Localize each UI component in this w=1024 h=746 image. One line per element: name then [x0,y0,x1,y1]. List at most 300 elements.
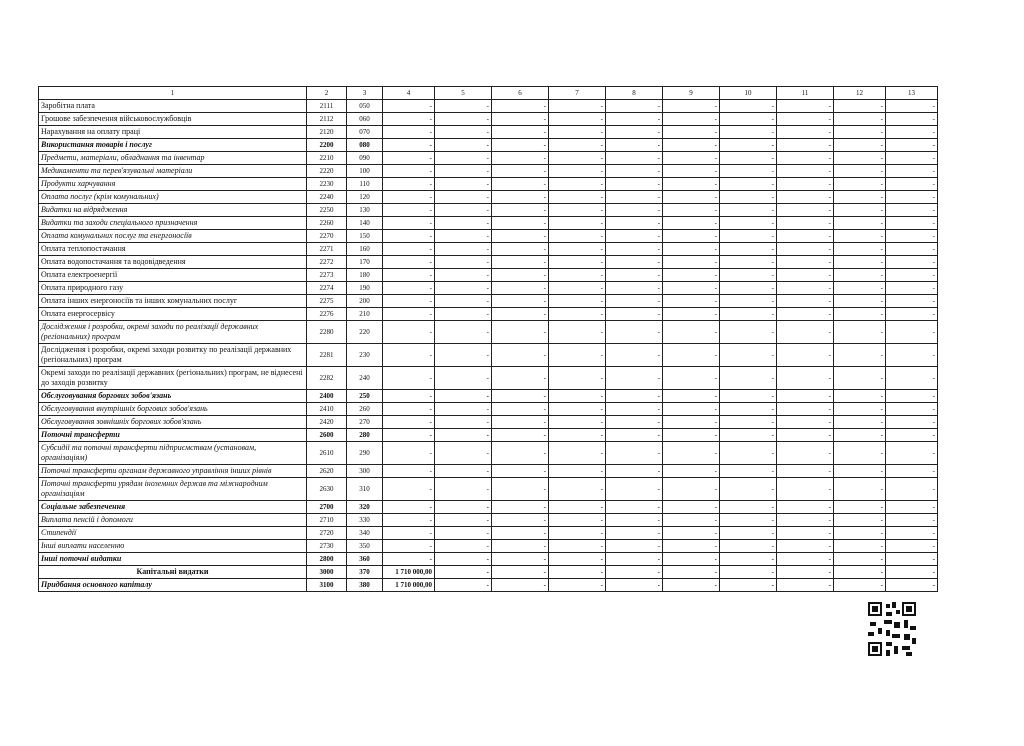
column-number: 12 [834,87,886,100]
value-cell: - [549,540,606,553]
amount-cell: - [383,416,435,429]
value-cell: - [720,152,777,165]
table-row [39,390,938,403]
value-cell: - [663,126,720,139]
value-cell: - [777,416,834,429]
value-cell: - [886,367,938,390]
value-cell: - [549,478,606,501]
value-cell: - [834,442,886,465]
value-cell: - [720,230,777,243]
value-cell: - [720,191,777,204]
row-label: Заробітна плата [39,100,307,113]
value-cell: - [435,308,492,321]
value-cell: - [663,478,720,501]
value-cell: - [720,566,777,579]
value-cell: - [777,514,834,527]
value-cell: - [663,217,720,230]
line-code: 100 [347,165,383,178]
value-cell: - [435,478,492,501]
amount-cell: - [383,100,435,113]
value-cell: - [492,429,549,442]
value-cell: - [720,579,777,592]
value-cell: - [834,501,886,514]
row-label: Оплата інших енергоносіїв та інших комунальних послуг [39,295,307,308]
value-cell: - [549,295,606,308]
amount-cell: - [383,429,435,442]
value-cell: - [777,230,834,243]
column-number: 8 [606,87,663,100]
table-row [39,442,938,465]
value-cell: - [549,308,606,321]
line-code: 140 [347,217,383,230]
value-cell: - [777,321,834,344]
value-cell: - [549,416,606,429]
line-code: 070 [347,126,383,139]
table-row [39,465,938,478]
value-cell: - [834,100,886,113]
value-cell: - [720,178,777,191]
value-cell: - [777,139,834,152]
kekv-code: 2210 [307,152,347,165]
value-cell: - [834,295,886,308]
line-code: 090 [347,152,383,165]
row-label: Оплата енергосервісу [39,308,307,321]
line-code: 360 [347,553,383,566]
value-cell: - [606,217,663,230]
value-cell: - [834,191,886,204]
value-cell: - [834,416,886,429]
value-cell: - [492,442,549,465]
value-cell: - [886,344,938,367]
value-cell: - [720,139,777,152]
value-cell: - [886,416,938,429]
line-code: 280 [347,429,383,442]
value-cell: - [606,579,663,592]
kekv-code: 2120 [307,126,347,139]
value-cell: - [886,256,938,269]
kekv-code: 2620 [307,465,347,478]
kekv-code: 2610 [307,442,347,465]
value-cell: - [886,178,938,191]
value-cell: - [606,269,663,282]
value-cell: - [435,390,492,403]
value-cell: - [549,178,606,191]
value-cell: - [663,553,720,566]
amount-cell: - [383,256,435,269]
value-cell: - [834,126,886,139]
value-cell: - [663,152,720,165]
value-cell: - [777,540,834,553]
value-cell: - [549,165,606,178]
value-cell: - [720,126,777,139]
value-cell: - [549,566,606,579]
value-cell: - [886,579,938,592]
value-cell: - [834,113,886,126]
value-cell: - [549,442,606,465]
value-cell: - [606,126,663,139]
value-cell: - [886,566,938,579]
row-label: Дослідження і розробки, окремі заходи по реалізації державних (регіональних) програм [39,321,307,344]
value-cell: - [549,217,606,230]
line-code: 250 [347,390,383,403]
value-cell: - [663,113,720,126]
value-cell: - [777,566,834,579]
table-row [39,230,938,243]
value-cell: - [549,514,606,527]
value-cell: - [834,217,886,230]
value-cell: - [720,501,777,514]
value-cell: - [777,282,834,295]
row-label: Капітальні видатки [39,566,307,579]
row-label: Оплата теплопостачання [39,243,307,256]
value-cell: - [720,308,777,321]
value-cell: - [663,429,720,442]
value-cell: - [663,321,720,344]
value-cell: - [435,429,492,442]
value-cell: - [492,165,549,178]
kekv-code: 2240 [307,191,347,204]
value-cell: - [720,367,777,390]
row-label: Обслуговування внутрішніх боргових зобов'язань [39,403,307,416]
value-cell: - [663,139,720,152]
value-cell: - [606,465,663,478]
table-row [39,295,938,308]
value-cell: - [549,256,606,269]
value-cell: - [777,191,834,204]
amount-cell: - [383,553,435,566]
value-cell: - [886,553,938,566]
value-cell: - [492,308,549,321]
value-cell: - [886,403,938,416]
value-cell: - [435,100,492,113]
value-cell: - [777,442,834,465]
value-cell: - [886,152,938,165]
line-code: 180 [347,269,383,282]
amount-cell: - [383,514,435,527]
column-number: 6 [492,87,549,100]
value-cell: - [720,217,777,230]
value-cell: - [777,579,834,592]
value-cell: - [663,243,720,256]
line-code: 160 [347,243,383,256]
value-cell: - [606,230,663,243]
line-code: 320 [347,501,383,514]
value-cell: - [663,256,720,269]
kekv-code: 2800 [307,553,347,566]
value-cell: - [492,269,549,282]
amount-cell: - [383,478,435,501]
line-code: 200 [347,295,383,308]
amount-cell: - [383,295,435,308]
amount-cell: - [383,282,435,295]
line-code: 380 [347,579,383,592]
kekv-code: 2720 [307,527,347,540]
value-cell: - [606,139,663,152]
value-cell: - [435,295,492,308]
value-cell: - [492,243,549,256]
value-cell: - [549,100,606,113]
amount-cell: - [383,230,435,243]
table-row [39,367,938,390]
value-cell: - [663,403,720,416]
value-cell: - [720,527,777,540]
row-label: Продукти харчування [39,178,307,191]
value-cell: - [834,256,886,269]
value-cell: - [663,579,720,592]
value-cell: - [720,540,777,553]
value-cell: - [777,217,834,230]
value-cell: - [435,527,492,540]
kekv-code: 2260 [307,217,347,230]
value-cell: - [606,367,663,390]
value-cell: - [720,416,777,429]
value-cell: - [886,139,938,152]
kekv-code: 2280 [307,321,347,344]
table-row [39,139,938,152]
value-cell: - [606,113,663,126]
value-cell: - [777,178,834,191]
value-cell: - [435,217,492,230]
amount-cell: - [383,113,435,126]
value-cell: - [435,465,492,478]
table-row [39,100,938,113]
value-cell: - [549,553,606,566]
value-cell: - [777,204,834,217]
value-cell: - [886,295,938,308]
value-cell: - [606,478,663,501]
value-cell: - [663,390,720,403]
value-cell: - [720,514,777,527]
row-label: Стипендії [39,527,307,540]
kekv-code: 2271 [307,243,347,256]
kekv-code: 2250 [307,204,347,217]
value-cell: - [549,527,606,540]
value-cell: - [886,390,938,403]
column-number: 4 [383,87,435,100]
value-cell: - [663,191,720,204]
value-cell: - [492,579,549,592]
row-label: Предмети, матеріали, обладнання та інвентар [39,152,307,165]
value-cell: - [834,478,886,501]
value-cell: - [886,165,938,178]
table-row [39,416,938,429]
value-cell: - [663,282,720,295]
table-row [39,191,938,204]
value-cell: - [720,256,777,269]
value-cell: - [663,501,720,514]
table-row [39,429,938,442]
value-cell: - [886,540,938,553]
value-cell: - [663,230,720,243]
value-cell: - [549,139,606,152]
kekv-code: 2111 [307,100,347,113]
amount-cell: 1 710 000,00 [383,566,435,579]
amount-cell: - [383,126,435,139]
table-row [39,217,938,230]
value-cell: - [886,478,938,501]
value-cell: - [435,553,492,566]
value-cell: - [777,403,834,416]
value-cell: - [549,579,606,592]
line-code: 220 [347,321,383,344]
value-cell: - [834,429,886,442]
row-label: Видатки та заходи спеціального призначення [39,217,307,230]
value-cell: - [435,579,492,592]
value-cell: - [492,295,549,308]
value-cell: - [549,390,606,403]
value-cell: - [886,243,938,256]
row-label: Грошове забезпечення військовослужбовців [39,113,307,126]
value-cell: - [720,295,777,308]
value-cell: - [834,403,886,416]
value-cell: - [886,465,938,478]
value-cell: - [720,429,777,442]
value-cell: - [720,465,777,478]
line-code: 330 [347,514,383,527]
value-cell: - [886,527,938,540]
value-cell: - [777,243,834,256]
value-cell: - [663,269,720,282]
row-label: Соціальне забезпечення [39,501,307,514]
value-cell: - [834,321,886,344]
table-row [39,165,938,178]
amount-cell: - [383,390,435,403]
amount-cell: - [383,217,435,230]
value-cell: - [492,403,549,416]
value-cell: - [886,217,938,230]
row-label: Оплата водопостачання та водовідведення [39,256,307,269]
value-cell: - [492,390,549,403]
column-number: 10 [720,87,777,100]
kekv-code: 2275 [307,295,347,308]
value-cell: - [492,217,549,230]
value-cell: - [720,165,777,178]
value-cell: - [777,308,834,321]
row-label: Інші поточні видатки [39,553,307,566]
value-cell: - [777,165,834,178]
line-code: 240 [347,367,383,390]
value-cell: - [435,540,492,553]
value-cell: - [663,416,720,429]
value-cell: - [492,204,549,217]
value-cell: - [549,344,606,367]
value-cell: - [492,553,549,566]
row-label: Субсидії та поточні трансферти підприємствам (установам, організаціям) [39,442,307,465]
row-label: Окремі заходи по реалізації державних (регіональних) програм, не віднесені до заходів розвитку [39,367,307,390]
kekv-code: 2220 [307,165,347,178]
column-number: 13 [886,87,938,100]
kekv-code: 2230 [307,178,347,191]
value-cell: - [549,321,606,344]
value-cell: - [720,344,777,367]
column-number: 5 [435,87,492,100]
value-cell: - [549,230,606,243]
table-row [39,344,938,367]
value-cell: - [834,465,886,478]
table-row [39,243,938,256]
budget-report-sheet [38,86,937,592]
amount-cell: - [383,403,435,416]
kekv-code: 2281 [307,344,347,367]
value-cell: - [606,308,663,321]
amount-cell: - [383,465,435,478]
value-cell: - [834,230,886,243]
kekv-code: 2630 [307,478,347,501]
value-cell: - [435,367,492,390]
value-cell: - [834,553,886,566]
table-row [39,579,938,592]
value-cell: - [720,403,777,416]
value-cell: - [549,243,606,256]
value-cell: - [886,308,938,321]
table-row [39,126,938,139]
value-cell: - [720,390,777,403]
value-cell: - [886,204,938,217]
kekv-code: 2270 [307,230,347,243]
value-cell: - [549,501,606,514]
value-cell: - [606,514,663,527]
value-cell: - [492,514,549,527]
amount-cell: - [383,540,435,553]
value-cell: - [435,269,492,282]
value-cell: - [435,403,492,416]
value-cell: - [834,390,886,403]
kekv-code: 2730 [307,540,347,553]
value-cell: - [834,527,886,540]
value-cell: - [777,501,834,514]
table-row [39,553,938,566]
value-cell: - [606,100,663,113]
value-cell: - [549,152,606,165]
amount-cell: - [383,367,435,390]
value-cell: - [435,204,492,217]
value-cell: - [606,429,663,442]
table-row [39,178,938,191]
line-code: 310 [347,478,383,501]
value-cell: - [492,344,549,367]
kekv-code: 2272 [307,256,347,269]
value-cell: - [549,269,606,282]
value-cell: - [606,527,663,540]
value-cell: - [663,514,720,527]
kekv-code: 2420 [307,416,347,429]
value-cell: - [606,243,663,256]
value-cell: - [492,178,549,191]
value-cell: - [720,204,777,217]
value-cell: - [777,152,834,165]
value-cell: - [606,416,663,429]
value-cell: - [549,367,606,390]
value-cell: - [777,100,834,113]
amount-cell: - [383,308,435,321]
row-label: Дослідження і розробки, окремі заходи розвитку по реалізації державних (регіональних) програм [39,344,307,367]
value-cell: - [435,152,492,165]
kekv-code: 2410 [307,403,347,416]
value-cell: - [886,442,938,465]
value-cell: - [834,514,886,527]
line-code: 060 [347,113,383,126]
value-cell: - [606,540,663,553]
line-code: 230 [347,344,383,367]
row-label: Поточні трансферти урядам іноземних держав та міжнародним організаціям [39,478,307,501]
kekv-code: 2274 [307,282,347,295]
value-cell: - [606,566,663,579]
value-cell: - [606,344,663,367]
row-label: Нарахування на оплату праці [39,126,307,139]
amount-cell: 1 710 000,00 [383,579,435,592]
line-code: 120 [347,191,383,204]
table-row [39,566,938,579]
